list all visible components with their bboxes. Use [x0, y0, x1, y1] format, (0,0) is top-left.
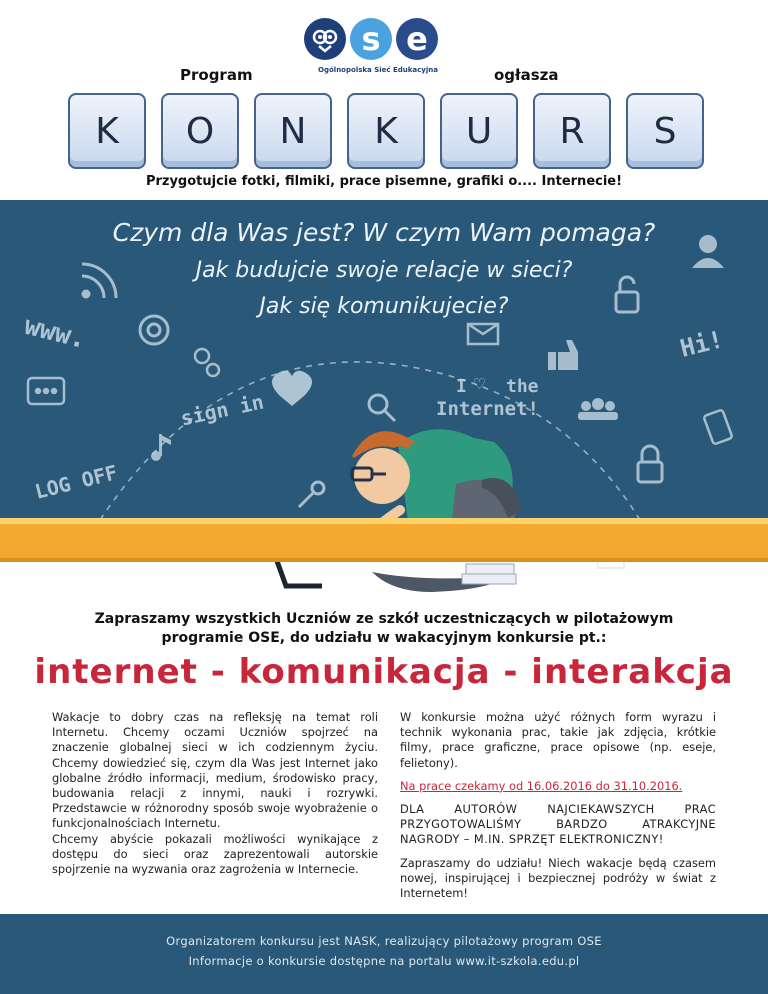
music-note-icon: [151, 434, 171, 461]
key-k2: K: [347, 93, 425, 169]
desk-surface: [0, 562, 768, 602]
tagline: Przygotujcie fotki, filmiki, prace pisemne, grafiki o.... Internecie!: [145, 174, 623, 189]
chat-icon: [28, 378, 64, 404]
logo-letter-s: s: [350, 18, 392, 60]
key-k1: K: [68, 93, 146, 169]
keyboard-keys-title: [68, 93, 708, 171]
announces-label: ogłasza: [494, 66, 559, 84]
desk-stripe: [0, 518, 768, 562]
key-r: R: [533, 93, 611, 169]
chalk-love-the: the: [506, 376, 539, 397]
magnifier-icon: [369, 395, 395, 421]
organizer-line: Organizatorem konkursu jest NASK, realizujący pilotażowy program OSE: [166, 934, 602, 948]
chalk-love-i: I: [456, 376, 467, 397]
like-icon: [548, 340, 578, 370]
chalk-love-internet: Internet!: [436, 398, 539, 420]
invitation-text: Zapraszamy wszystkich Uczniów ze szkół uczestniczących w pilotażowym programie OSE, do udziału w wakacyjnym konkursie pt.:: [94, 611, 674, 646]
question-2: Jak budujcie swoje relacje w sieci?: [195, 258, 573, 283]
question-3: Jak się komunikujecie?: [259, 294, 509, 319]
owl-icon: [304, 18, 346, 60]
student-illustration: [270, 429, 532, 518]
right-column: [400, 710, 716, 909]
logo-subtitle: Ogólnopolska Sieć Edukacyjna: [318, 66, 438, 74]
logo-letter-e: e: [396, 18, 438, 60]
heart-outline-icon: ♡: [474, 374, 485, 395]
forms-paragraph: W konkursie można użyć różnych form wyrazu i technik wykonania prac, takie jak zdjęcia, krótkie filmy, prace graficzne, prace opisowe (np. eseje, felietony).: [400, 710, 716, 770]
key-icon: [299, 482, 324, 507]
key-n: N: [254, 93, 332, 169]
gear-icon: [195, 349, 219, 376]
key-s: S: [626, 93, 704, 169]
chalk-hi: Hi!: [677, 325, 727, 363]
goal-paragraph: Chcemy abyście pokazali możliwości wynikające z dostępu do sieci oraz zaprezentowali autorskie spojrzenie na wyzwania oraz zagrożenia w Internecie.: [52, 831, 378, 877]
at-icon: [140, 316, 168, 344]
mail-icon: [468, 324, 498, 344]
group-icon: [578, 398, 618, 420]
ose-logo: [304, 18, 446, 60]
laptop-and-books: [0, 562, 768, 602]
footer: [0, 914, 768, 994]
left-column: [52, 710, 378, 877]
key-u: U: [440, 93, 518, 169]
program-label: Program: [180, 66, 253, 84]
chalk-www: www.: [21, 310, 90, 356]
chalk-log-off: LOG OFF: [32, 460, 120, 504]
chalk-sign-in: sign in: [178, 389, 266, 431]
padlock-icon: [638, 446, 662, 482]
prizes-paragraph: DLA AUTORÓW NAJCIEKAWSZYCH PRAC PRZYGOTOWALIŚMY BARDZO ATRAKCYJNE NAGRODY – M.IN. SPRZĘT ELEKTRONICZNY!: [400, 802, 716, 847]
key-o: O: [161, 93, 239, 169]
deadline-text: Na prace czekamy od 16.06.2016 do 31.10.2016.: [400, 778, 683, 793]
question-1: Czym dla Was jest? W czym Wam pomaga?: [112, 218, 656, 247]
closing-paragraph: Zapraszamy do udziału! Niech wakacje będą czasem nowej, inspirującej i bezpiecznej podróży w świat z Internetem!: [400, 855, 716, 901]
intro-paragraph: Wakacje to dobry czas na refleksję na temat roli Internetu. Chcemy oczami Uczniów spojrzeć na znaczenie globalnej sieci w ich codziennym życiu. Chcemy dowiedzieć się, czym dla Was jest Internet jako globalne źródło informacji, medium, środowisko pracy, budowania relacji z innymi, nauki i rozrywki. Przedstawcie w różnorodny sposób swoje wyobrażenie o funkcjonalnościach Internetu.: [52, 710, 378, 831]
phone-icon: [703, 409, 732, 444]
info-line: Informacje o konkursie dostępne na portalu www.it-szkola.edu.pl: [188, 954, 580, 968]
heart-icon: [272, 371, 312, 406]
contest-headline: internet - komunikacja - interakcja: [34, 652, 734, 692]
